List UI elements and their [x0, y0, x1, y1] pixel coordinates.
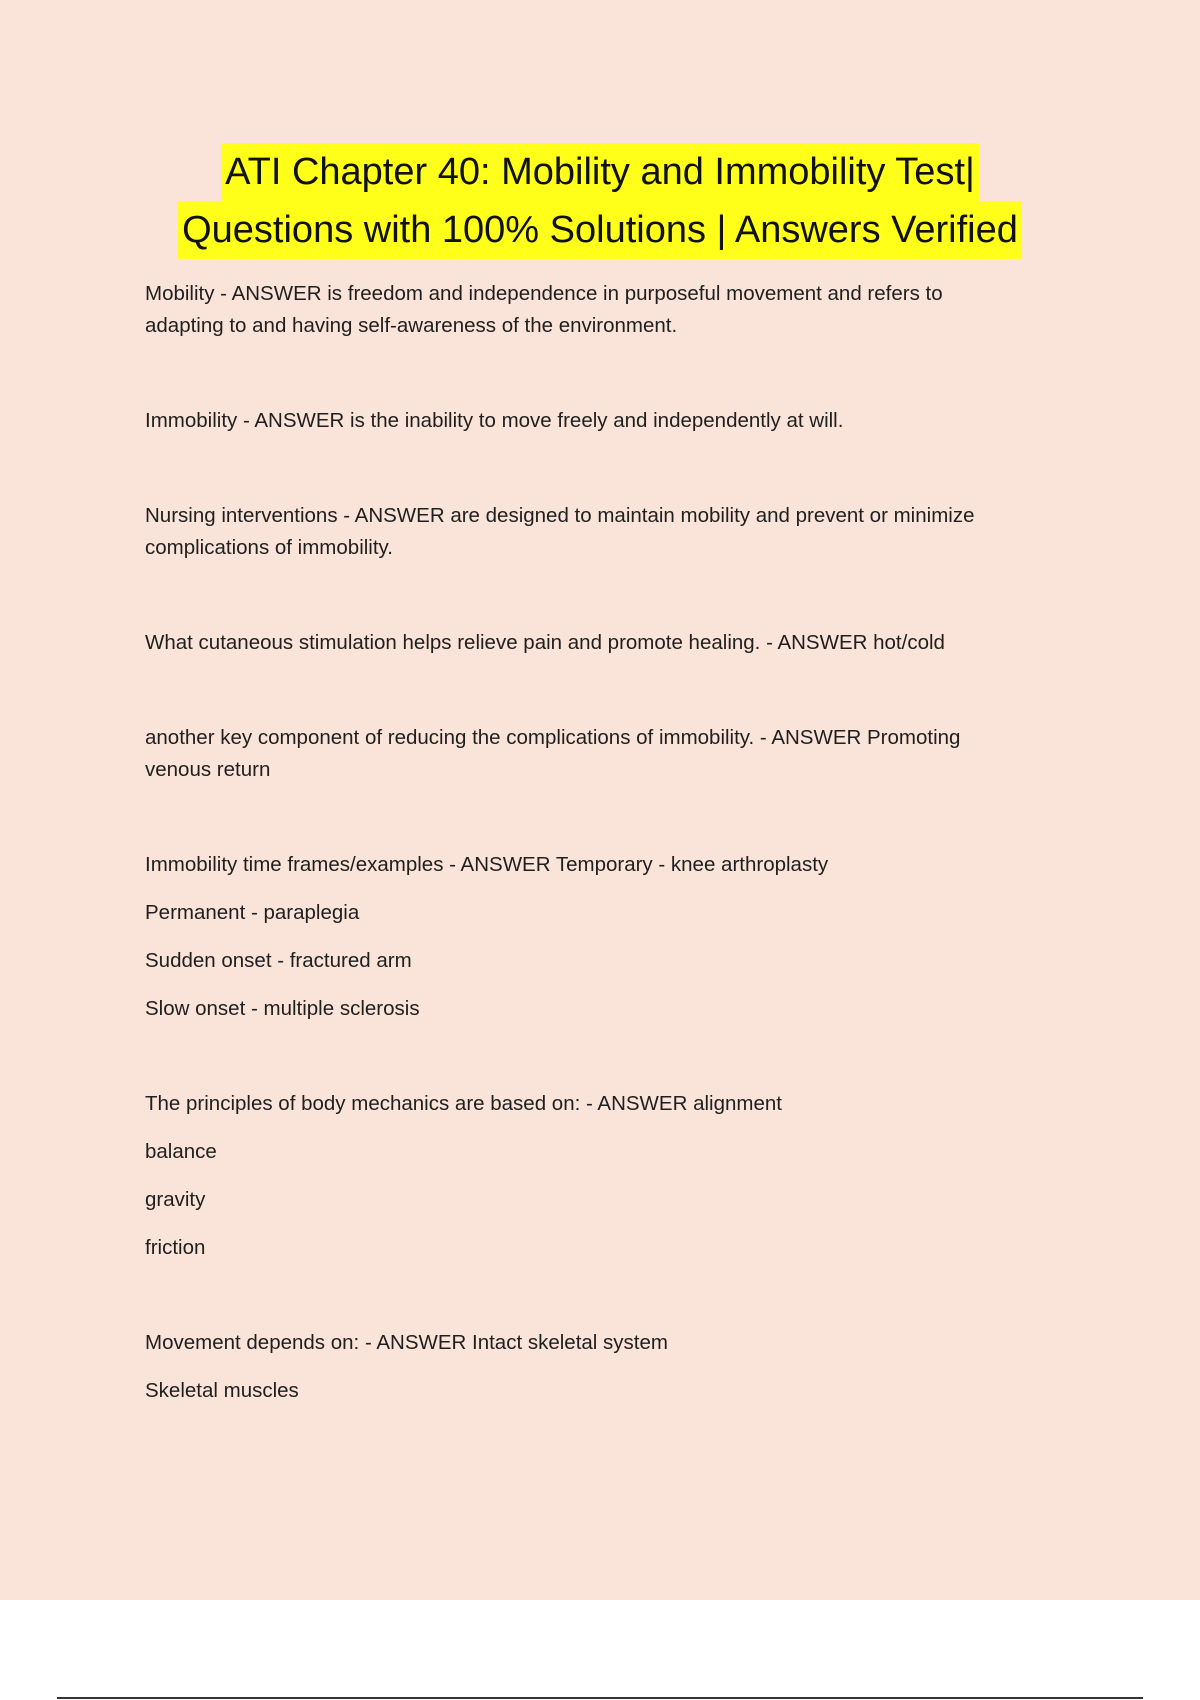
qa-item-immobility [145, 405, 1075, 437]
qa-item-venous-return [145, 722, 1075, 786]
qa-text-line: What cutaneous stimulation helps relieve pain and promote healing. - ANSWER hot/cold [145, 631, 945, 654]
qa-sub-item: Slow onset - multiple sclerosis [145, 997, 420, 1020]
qa-item-nursing-interventions [145, 500, 1075, 564]
qa-text-line: Movement depends on: - ANSWER Intact skeletal system [145, 1331, 668, 1354]
qa-item-cutaneous-stimulation [145, 627, 1075, 659]
qa-sub-item: Sudden onset - fractured arm [145, 949, 412, 972]
qa-sub-item: gravity [145, 1188, 206, 1211]
qa-text-line: complications of immobility. [145, 536, 393, 559]
qa-item-time-frames [145, 849, 1075, 1025]
qa-item-mobility [145, 278, 1075, 342]
qa-list [145, 278, 1075, 1407]
qa-text-line: The principles of body mechanics are based on: - ANSWER alignment [145, 1092, 782, 1115]
qa-text-line: Nursing interventions - ANSWER are designed to maintain mobility and prevent or minimize [145, 504, 975, 527]
qa-text-line: another key component of reducing the complications of immobility. - ANSWER Promoting [145, 726, 961, 749]
title-line-1: ATI Chapter 40: Mobility and Immobility Test| [221, 143, 979, 201]
qa-sub-item: Skeletal muscles [145, 1379, 299, 1402]
title-line-2: Questions with 100% Solutions | Answers Verified [178, 201, 1022, 259]
document-title [0, 143, 1200, 259]
qa-text-line: venous return [145, 758, 271, 781]
qa-sub-item: balance [145, 1140, 217, 1163]
qa-sub-item: friction [145, 1236, 206, 1259]
qa-text-line: Immobility time frames/examples - ANSWER Temporary - knee arthroplasty [145, 853, 829, 876]
qa-text-line: Immobility - ANSWER is the inability to move freely and independently at will. [145, 409, 844, 432]
qa-item-body-mechanics [145, 1088, 1075, 1264]
qa-text-line: Mobility - ANSWER is freedom and independence in purposeful movement and refers to [145, 282, 943, 305]
footer-divider [57, 1697, 1143, 1699]
qa-sub-item: Permanent - paraplegia [145, 901, 360, 924]
qa-item-movement [145, 1327, 1075, 1407]
qa-text-line: adapting to and having self-awareness of the environment. [145, 314, 678, 337]
